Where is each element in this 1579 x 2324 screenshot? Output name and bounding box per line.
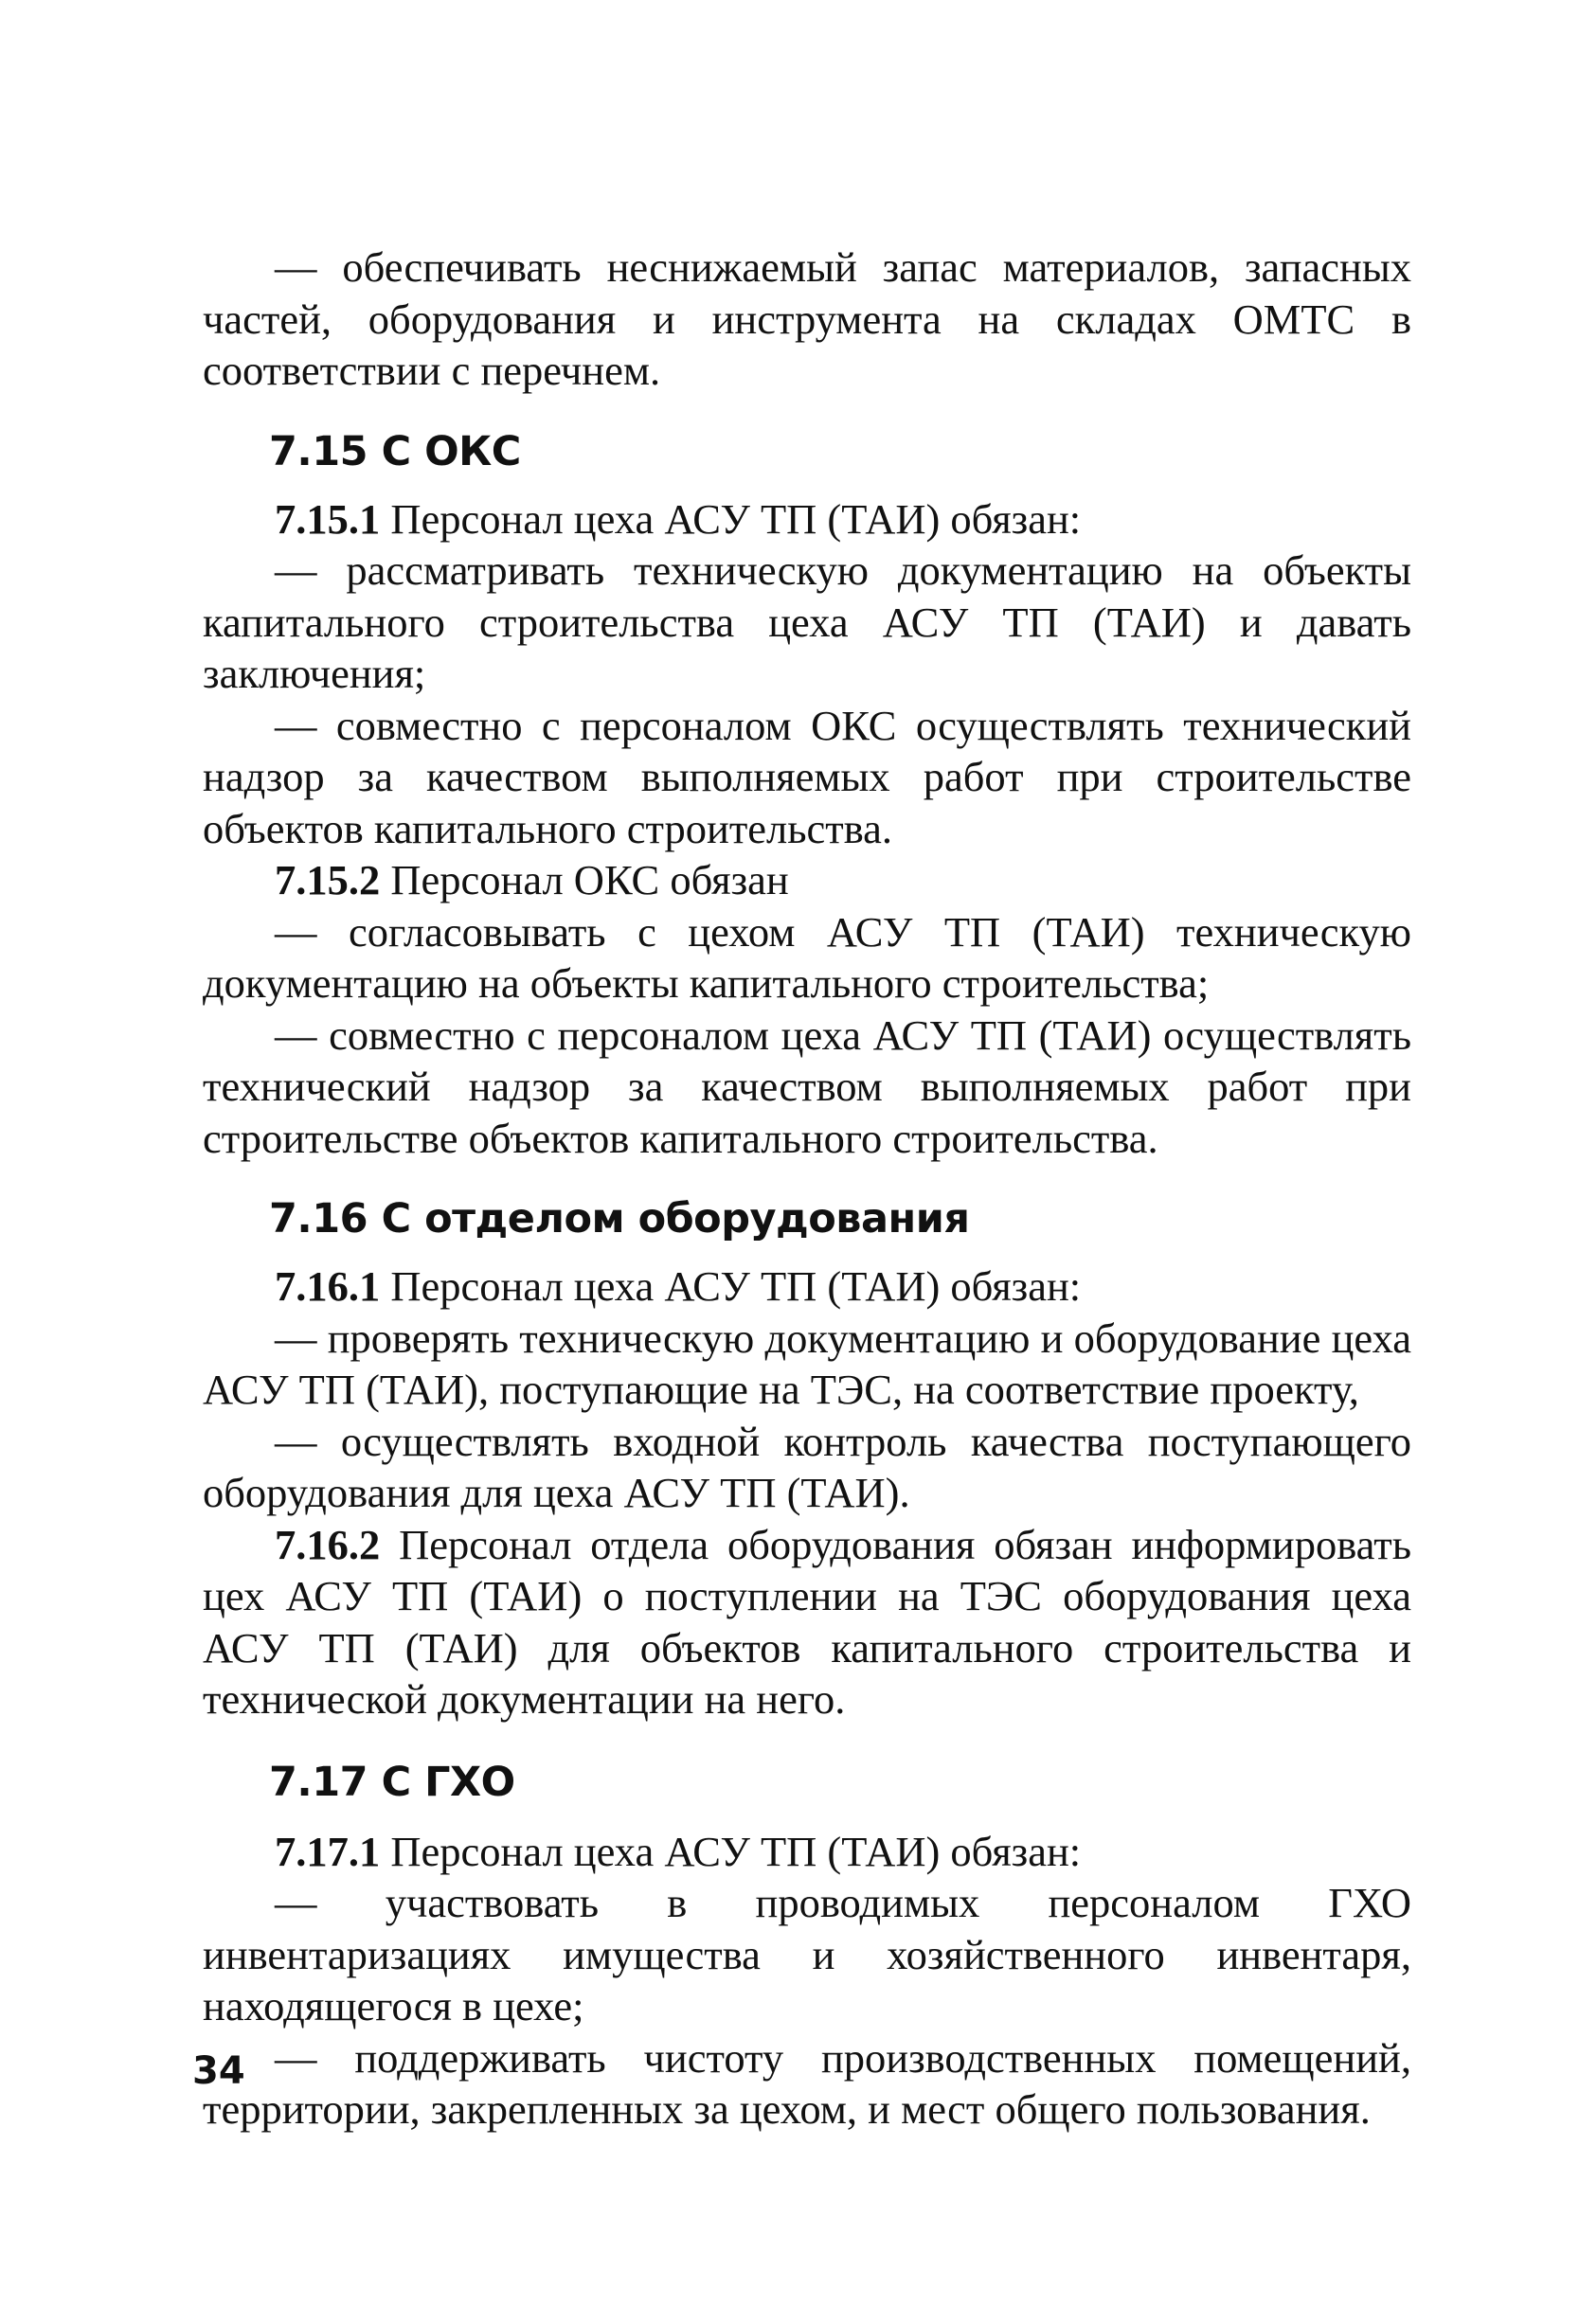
clause-7-15-2 [203,854,1411,906]
clause-7-17-1 [203,1826,1411,1878]
list-item: — совместно с персоналом ОКС осуществлять технический надзор за качеством выполняемых работ при строительстве объектов капитального строительства. [203,701,1411,852]
clause-text: Персонал ОКС обязан [380,856,789,903]
text-column [203,241,1411,2136]
clause-text: Персонал цеха АСУ ТП (ТАИ) обязан: [380,494,1082,543]
paragraph-materials: — обеспечивать неснижаемый запас материалов, запасных частей, оборудования и инструмента на складах ОМТС в соответствии с перечнем. [203,243,1411,394]
clause-7-16-2 [203,1519,1411,1725]
clause-number: 7.16.2 [275,1520,381,1568]
section-heading-7-15: 7.15 С ОКС [269,427,521,475]
list-item: — согласовывать с цехом АСУ ТП (ТАИ) техническую документацию на объекты капитального строительства; [203,907,1411,1007]
section-heading-7-17: 7.17 С ГХО [269,1758,515,1806]
clause-text: Персонал цеха АСУ ТП (ТАИ) обязан: [380,1262,1082,1310]
list-item: — поддерживать чистоту производственных помещений, территории, закрепленных за цехом, и мест общего пользования. [203,2033,1411,2133]
clause-text: Персонал цеха АСУ ТП (ТАИ) обязан: [380,1827,1082,1875]
page-number: 34 [192,2049,245,2093]
clause-number: 7.15.1 [275,494,381,543]
list-item: — рассматривать техническую документацию на объекты капитального строительства цеха АСУ ТП (ТАИ) и давать заключения; [203,546,1411,697]
section-heading-7-16: 7.16 С отделом оборудования [269,1195,970,1242]
clause-7-16-1 [203,1260,1411,1313]
list-item: — совместно с персоналом цеха АСУ ТП (ТАИ) осуществлять технический надзор за качеством выполняемых работ при строительстве объектов капитального строительства. [203,1010,1411,1162]
clause-7-15-1 [203,493,1411,545]
clause-number: 7.16.1 [275,1262,381,1310]
clause-text: Персонал отдела оборудования обязан информировать цех АСУ ТП (ТАИ) о поступлении на ТЭС оборудования цеха АСУ ТП (ТАИ) для объектов капитального строительства и технической документации на него. [203,1520,1411,1723]
list-item: — проверять техническую документацию и оборудование цеха АСУ ТП (ТАИ), поступающие на ТЭС, на соответствие проекту, [203,1314,1411,1413]
list-item: — участвовать в проводимых персоналом ГХО инвентаризациях имущества и хозяйственного инвентаря, находящегося в цехе; [203,1879,1411,2029]
clause-number: 7.17.1 [275,1827,381,1875]
list-item: — осуществлять входной контроль качества поступающего оборудования для цеха АСУ ТП (ТАИ). [203,1417,1411,1516]
clause-number: 7.15.2 [275,856,381,903]
